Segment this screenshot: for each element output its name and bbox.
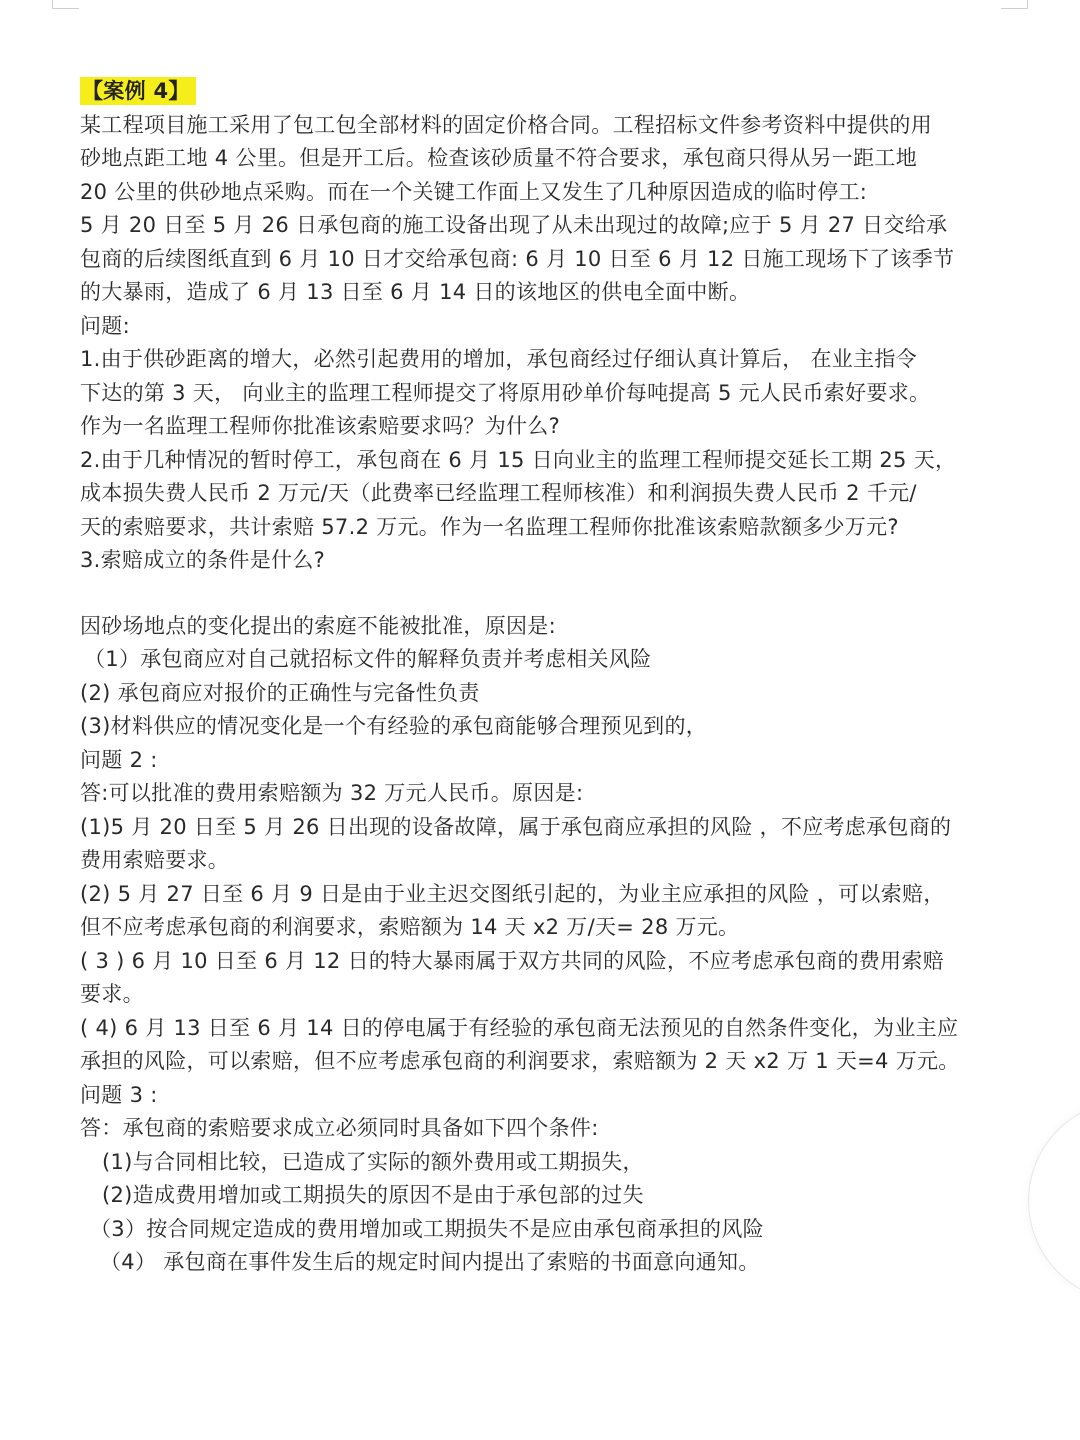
page-corner-mark-right [1001,0,1028,9]
floating-edge-button[interactable] [1028,1100,1080,1302]
intro-line: 20 公里的供砂地点采购。而在一个关键工作面上又发生了几种原因造成的临时停工: [80,179,868,204]
case-label-highlight: 【案例 4】 [80,77,196,105]
answer3-item: （3）按合同规定造成的费用增加或工期损失不是应由承包商承担的风险 [90,1216,764,1241]
case-intro [80,109,980,310]
answer2-line: 但不应考虑承包商的利润要求，索赔额为 14 天 x2 万/天= 28 万元。 [80,915,740,939]
answer3-item: (1)与合同相比较，已造成了实际的额外费用或工期损失， [102,1149,644,1174]
answer2-line: ( 3 ) 6 月 10 日至 6 月 12 日的特大暴雨属于双方共同的风险，不应考虑承包商的费用索赔 [80,948,944,973]
answer2-line: 答:可以批准的费用索赔额为 32 万元人民币。原因是: [80,781,584,805]
intro-line: 砂地点距工地 4 公里。但是开工后。检查该砂质量不符合要求，承包商只得从另一距工地 [80,146,918,170]
question-line: 成本损失费人民币 2 万元/天（此费率已经监理工程师核准）和利润损失费人民币 2 千元/ [80,481,917,505]
intro-line: 5 月 20 日至 5 月 26 日承包商的施工设备出现了从未出现过的故障;应于 5 月 27 日交给承 [80,213,948,237]
answer1-item: （1）承包商应对自己就招标文件的解释负责并考虑相关风险 [84,647,652,671]
questions-heading: 问题: [80,313,130,338]
question-line: 下达的第 3 天， 向业主的监理工程师提交了将原用砂单价每吨提高 5 元人民币索好要求。 [80,380,931,405]
page-corner-mark-left [52,0,79,9]
answer1-item: (3)材料供应的情况变化是一个有经验的承包商能够合理预见到的， [80,714,708,738]
answer-2 [80,777,980,1079]
answer1-intro: 因砂场地点的变化提出的索庭不能被批准，原因是: [80,613,556,638]
question-list [80,343,980,578]
intro-line: 的大暴雨，造成了 6 月 13 日至 6 月 14 日的该地区的供电全面中断。 [80,280,751,304]
document-body [80,75,980,1280]
case-heading [80,75,980,109]
answer3-item: (2)造成费用增加或工期损失的原因不是由于承包部的过失 [102,1183,644,1207]
question-line: 2.由于几种情况的暂时停工，承包商在 6 月 15 日向业主的监理工程师提交延长工期 25 天， [80,447,957,472]
answer3-item: （4） 承包商在事件发生后的规定时间内提出了索赔的书面意向通知。 [100,1250,760,1274]
intro-line: 某工程项目施工采用了包工包全部材料的固定价格合同。工程招标文件参考资料中提供的用 [80,112,932,137]
answer-3 [80,1112,980,1280]
answer2-line: 承担的风险，可以索赔，但不应考虑承包商的利润要求，索赔额为 2 天 x2 万 1 天=4 万元。 [80,1049,960,1073]
intro-line: 包商的后续图纸直到 6 月 10 日才交给承包商: 6 月 10 日至 6 月 12 日施工现场下了该季节 [80,246,955,271]
question-line: 天的索赔要求，共计索赔 57.2 万元。作为一名监理工程师你批准该索赔款额多少万元? [80,514,899,539]
answer2-line: (2) 5 月 27 日至 6 月 9 日是由于业主迟交图纸引起的，为业主应承担的风险 ，可以索赔， [80,881,945,906]
answer2-line: (1)5 月 20 日至 5 月 26 日出现的设备故障，属于承包商应承担的风险 ，不应考虑承包商的 [80,814,952,839]
question-line: 作为一名监理工程师你批准该索赔要求吗？为什么? [80,414,561,438]
question-line: 1.由于供砂距离的增大，必然引起费用的增加，承包商经过仔细认真计算后， 在业主指令 [80,347,918,371]
question-2-heading: 问题 2 : [80,747,158,772]
answer2-line: 费用索赔要求。 [80,848,230,872]
answer3-intro: 答：承包商的索赔要求成立必须同时具备如下四个条件: [80,1116,599,1140]
answer1-item: (2) 承包商应对报价的正确性与完备性负责 [80,680,480,705]
question-line: 3.索赔成立的条件是什么? [80,548,326,572]
answer2-line: 要求。 [80,982,144,1006]
question-3-heading: 问题 3 : [80,1082,158,1107]
answer-1 [80,610,980,744]
answer2-line: ( 4) 6 月 13 日至 6 月 14 日的停电属于有经验的承包商无法预见的自然条件变化，为业主应 [80,1015,959,1040]
section-spacer [80,578,980,610]
